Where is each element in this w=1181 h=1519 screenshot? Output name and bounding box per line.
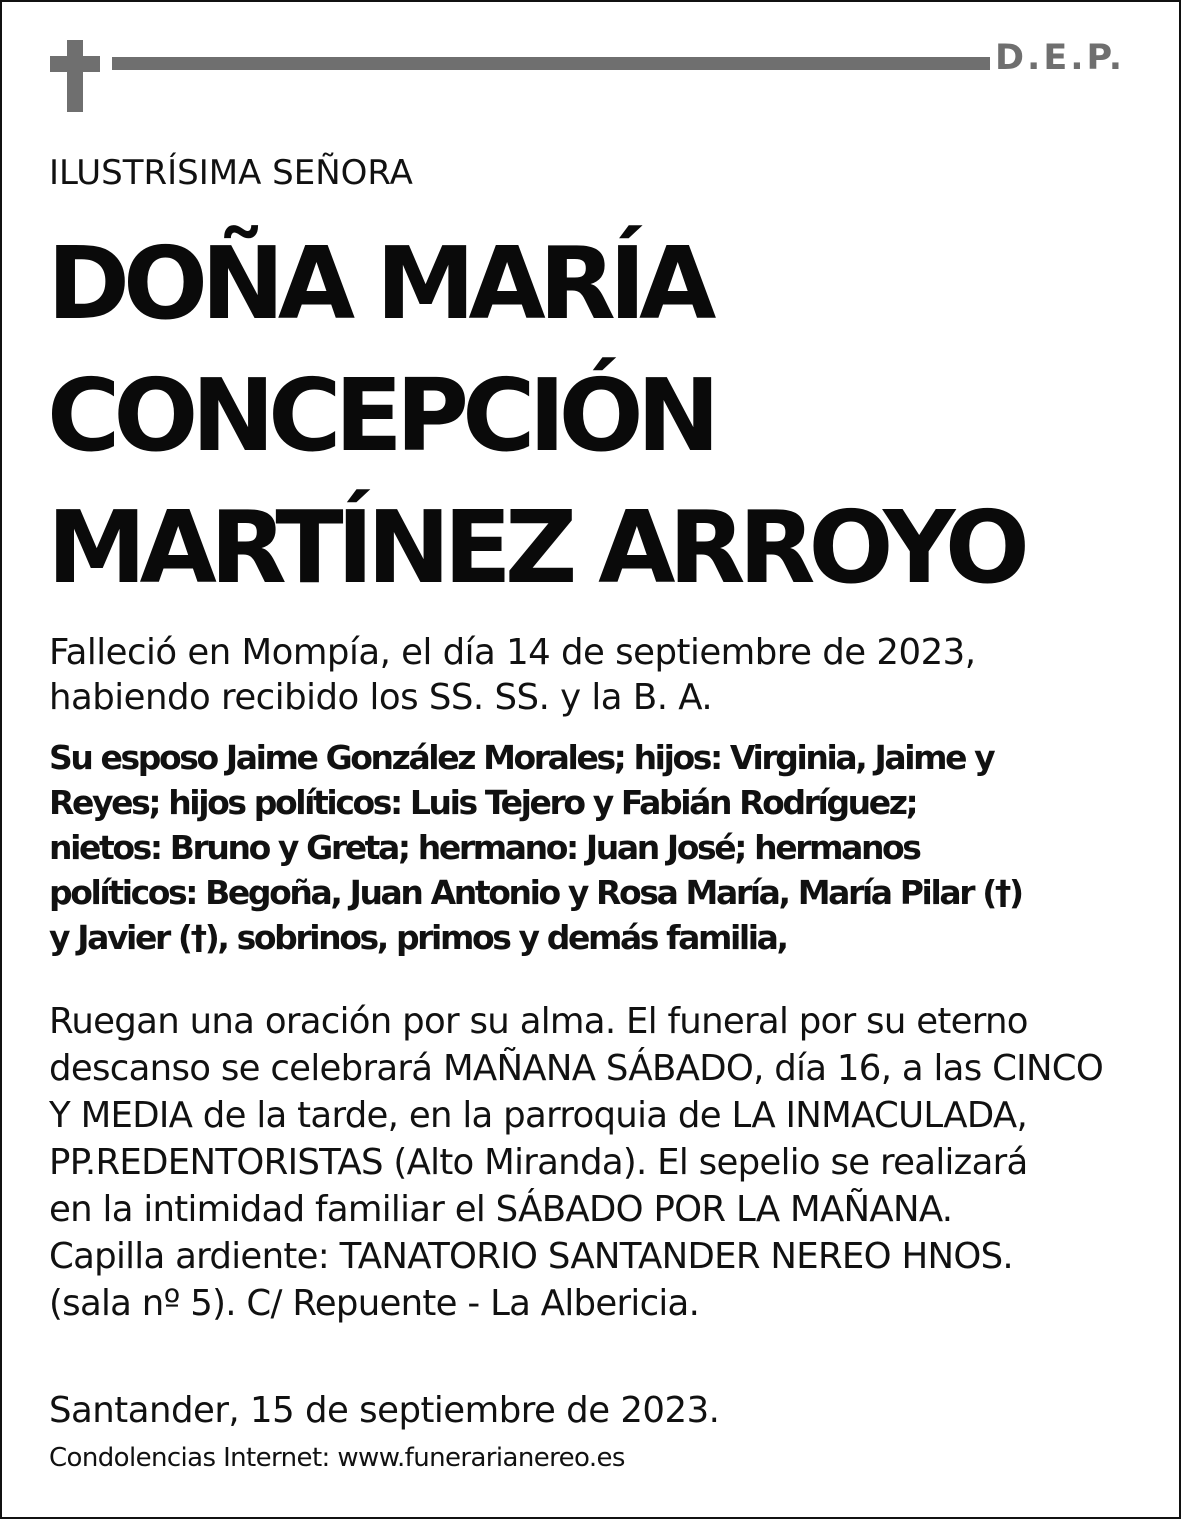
text-line: habiendo recibido los SS. SS. y la B. A. <box>49 677 713 718</box>
family-paragraph <box>49 735 1149 960</box>
place-date: Santander, 15 de septiembre de 2023. <box>49 1390 720 1431</box>
text-line: Ruegan una oración por su alma. El funeral por su eterno <box>49 1001 1028 1042</box>
text-line: Capilla ardiente: TANATORIO SANTANDER NEREO HNOS. <box>49 1236 1013 1277</box>
text-line: PP.REDENTORISTAS (Alto Miranda). El sepelio se realizará <box>49 1142 1028 1183</box>
name-line: MARTÍNEZ ARROYO <box>47 489 1023 606</box>
text-line: políticos: Begoña, Juan Antonio y Rosa María, María Pilar (†) <box>49 873 1022 912</box>
text-line: Falleció en Mompía, el día 14 de septiembre de 2023, <box>49 632 976 673</box>
death-notice-paragraph <box>49 630 1149 720</box>
text-line: en la intimidad familiar el SÁBADO POR LA MAÑANA. <box>49 1189 953 1230</box>
latin-cross-icon <box>50 40 100 112</box>
funeral-paragraph <box>49 998 1149 1327</box>
honorific-title: ILUSTRÍSIMA SEÑORA <box>49 153 413 193</box>
name-line: CONCEPCIÓN <box>47 357 714 474</box>
name-line: DOÑA MARÍA <box>47 225 710 342</box>
header-rule <box>112 57 990 70</box>
text-line: (sala nº 5). C/ Repuente - La Albericia. <box>49 1283 700 1324</box>
deceased-name <box>47 218 1147 614</box>
text-line: Reyes; hijos políticos: Luis Tejero y Fabián Rodríguez; <box>49 783 917 822</box>
text-line: Y MEDIA de la tarde, en la parroquia de LA INMACULADA, <box>49 1095 1028 1136</box>
text-line: y Javier (†), sobrinos, primos y demás familia, <box>49 918 787 957</box>
condolences-line: Condolencias Internet: www.funerarianereo.es <box>49 1443 625 1473</box>
text-line: nietos: Bruno y Greta; hermano: Juan José; hermanos <box>49 828 920 867</box>
text-line: descanso se celebrará MAÑANA SÁBADO, día 16, a las CINCO <box>49 1048 1104 1089</box>
text-line: Su esposo Jaime González Morales; hijos: Virginia, Jaime y <box>49 738 994 777</box>
dep-abbreviation: D.E.P. <box>995 38 1126 78</box>
